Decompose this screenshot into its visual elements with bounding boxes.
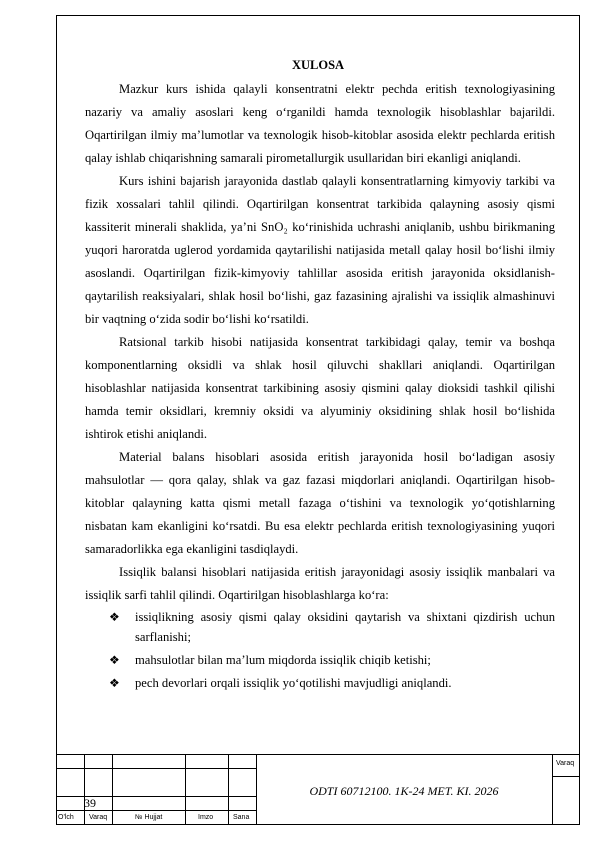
stamp-column-label: Imzo [198,814,214,821]
paragraph: Material balans hisoblari asosida eritish jarayonida hosil bo‘ladigan asosiy mahsulotlar — qora qalay, shlak va gaz fazasi miqdorlari aniqlandi. Oqartirilgan hisob-kitoblar qalayning katta qismi metall fazaga o‘tishini va texnologik yo‘qotishlarning nisbatan kam ekanligini ko‘rsatdi. Bu esa elektr pechlarda eritish texnologiyasining yuqori samaradorlikka ega ekanligini tasdiqlaydi. [85,450,555,556]
stamp-divider [228,754,229,825]
stamp-divider [56,768,256,769]
document-body [85,78,555,696]
diamond-bullet-icon: ❖ [109,676,120,690]
stamp-divider [56,754,580,755]
paragraph: Ratsional tarkib hisobi natijasida konsentrat tarkibidagi qalay, temir va boshqa komponentlarning oksidli va shlak hosil qiluvchi shakllari aniqlandi. Oqartirilgan hisoblashlar natijasida konsentrat tarkibining asosiy qismini qalay dioksidi tashkil qilishi hamda temir oksidlari, kremniy oksidi va alyuminiy oksidining shlak hosil bo‘lishida ishtirok etishi aniqlandi. [85,335,555,441]
stamp-divider [185,754,186,825]
paragraph: Kurs ishini bajarish jarayonida dastlab qalayli konsentratlarning kimyoviy tarkibi va fizik xossalari tahlil qilindi. Oqartirilgan konsentrat tarkibida qalayning asosiy qismi kassiterit minerali shaklida, ya’ni SnO₂ ko‘rinishida uchrashi aniqlanib, ushbu birikmaning yuqori haroratda uglerod yordamida qaytarilishi natijasida metall qalay hosil bo‘lishi ilmiy asoslandi. Oqartirilgan fizik-kimyoviy tahlillar asosida eritish jarayonida oksidlanish-qaytarilish reaksiyalari, shlak hosil bo‘lishi, gaz fazasining ajralishi va issiqlik almashinuvi bir vaqtning o‘zida sodir bo‘lishi ko‘rsatildi. [85,174,555,326]
list-item-text: issiqlikning asosiy qismi qalay oksidini qaytarish va shixtani qizdirish uchun sarflanishi; [135,610,555,644]
list-item [85,607,555,647]
stamp-column-label: Sana [233,814,250,821]
page-title: XULOSA [291,58,345,72]
title-block-stamp [56,754,580,825]
paragraph: Mazkur kurs ishida qalayli konsentratni elektr pechda eritish texnologiyasining nazariy va amaliy asoslari keng o‘rganildi hamda texnologik hisoblashlar bajarildi. Oqartirilgan ilmiy ma’lumotlar va texnologik hisob-kitoblar asosida elektr pechlarda eritish qalay ishlab chiqarishning samarali pirometallurgik usullaridan biri ekanligi aniqlandi. [85,82,555,165]
stamp-divider [84,754,85,825]
stamp-divider [112,754,113,825]
document-code: ODTI 60712100. 1K-24 MET. KI. 2026 [309,784,499,798]
stamp-divider [552,776,580,777]
stamp-column-label: Varaq [89,814,108,821]
bullet-list [85,607,555,693]
list-item [85,650,555,670]
paragraph: Issiqlik balansi hisoblari natijasida eritish jarayonidagi asosiy issiqlik manbalari va issiqlik sarfi tahlil qilindi. Oqartirilgan hisoblashlarga ko‘ra: [85,565,555,602]
varaq-label: Varaq [556,760,575,767]
diamond-bullet-icon: ❖ [109,610,120,624]
stamp-column-label: № Hujjat [135,814,163,821]
diamond-bullet-icon: ❖ [109,653,120,667]
list-item [85,673,555,693]
list-item-text: mahsulotlar bilan ma’lum miqdorda issiqlik chiqib ketishi; [135,653,431,667]
list-item-text: pech devorlari orqali issiqlik yo‘qotilishi mavjudligi aniqlandi. [135,676,452,690]
page-number: 39 [84,796,96,810]
stamp-column-label: O'lch [58,814,74,821]
stamp-divider [552,754,553,825]
